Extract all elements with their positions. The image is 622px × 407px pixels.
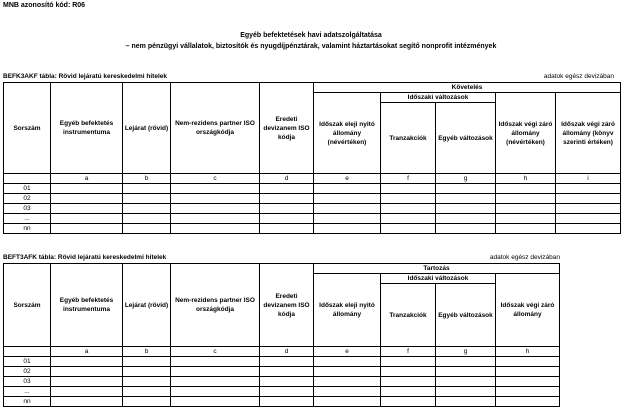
t1-col-devizanem: Eredeti devizanem ISO kódja xyxy=(260,83,314,174)
table-cell[interactable] xyxy=(556,224,621,234)
table1 xyxy=(3,82,621,234)
table-row xyxy=(4,214,621,224)
t1-sub-header: Időszaki változások xyxy=(381,93,496,103)
table-cell[interactable] xyxy=(436,377,496,387)
table-cell[interactable] xyxy=(171,214,260,224)
table-cell[interactable] xyxy=(171,184,260,194)
table-cell[interactable] xyxy=(436,224,496,234)
table-cell[interactable] xyxy=(314,367,381,377)
table-cell[interactable] xyxy=(314,377,381,387)
table-row xyxy=(4,387,560,397)
t2-col-partner: Nem-rezidens partner ISO országkódja xyxy=(171,264,260,347)
table-cell[interactable] xyxy=(171,357,260,367)
t2-row-number: 02 xyxy=(4,367,51,377)
table-cell[interactable] xyxy=(436,397,496,407)
table2-caption: BEFT3AFK tábla: Rövid lejáratú kereskedelmi hitelek xyxy=(3,254,167,261)
table-cell[interactable] xyxy=(496,194,556,204)
t2-letter: d xyxy=(260,347,314,357)
t1-col-nyito: Időszak eleji nyitó állomány (névértéken) xyxy=(314,93,381,174)
t1-letter: c xyxy=(171,174,260,184)
table-cell[interactable] xyxy=(314,184,381,194)
t1-col-partner: Nem-rezidens partner ISO országkódja xyxy=(171,83,260,174)
table-cell[interactable] xyxy=(556,214,621,224)
table-cell[interactable] xyxy=(260,357,314,367)
t2-col-lejarat: Lejárat (rövid) xyxy=(123,264,171,347)
table-cell[interactable] xyxy=(496,214,556,224)
table-row xyxy=(4,204,621,214)
t2-row-number: 03 xyxy=(4,377,51,387)
table-cell[interactable] xyxy=(123,224,171,234)
t2-col-sorszam: Sorszám xyxy=(4,264,51,347)
t2-col-devizanem: Eredeti devizanem ISO kódja xyxy=(260,264,314,347)
table-cell[interactable] xyxy=(123,204,171,214)
table-cell[interactable] xyxy=(171,204,260,214)
table-cell[interactable] xyxy=(496,184,556,194)
t1-row-number: 01 xyxy=(4,184,51,194)
table-cell[interactable] xyxy=(51,377,123,387)
table-cell[interactable] xyxy=(556,194,621,204)
table-cell[interactable] xyxy=(381,214,436,224)
table-cell[interactable] xyxy=(260,194,314,204)
table-cell[interactable] xyxy=(496,367,560,377)
table-cell[interactable] xyxy=(51,357,123,367)
t1-letter: a xyxy=(51,174,123,184)
table-cell[interactable] xyxy=(123,184,171,194)
t2-letter: b xyxy=(123,347,171,357)
table-cell[interactable] xyxy=(496,357,560,367)
t2-row-number: 01 xyxy=(4,357,51,367)
table-cell[interactable] xyxy=(436,367,496,377)
table-cell[interactable] xyxy=(314,214,381,224)
t2-letter: e xyxy=(314,347,381,357)
table-cell[interactable] xyxy=(123,387,171,397)
table-cell[interactable] xyxy=(314,224,381,234)
table1-caption: BEFK3AKF tábla: Rövid lejáratú kereskedelmi hitelek xyxy=(3,73,167,80)
document-code: MNB azonosító kód: R06 xyxy=(3,2,86,9)
table-cell[interactable] xyxy=(171,367,260,377)
table-cell[interactable] xyxy=(51,204,123,214)
t1-col-zaro-nevertek: Időszak végi záró állomány (névértéken) xyxy=(496,93,556,174)
t2-letter: g xyxy=(436,347,496,357)
title-line-2: – nem pénzügyi vállalatok, biztosítók és nyugdíjpénztárak, valamint háztartásokat segítő nonprofit intézmények xyxy=(125,43,497,50)
table-cell[interactable] xyxy=(171,194,260,204)
table-cell[interactable] xyxy=(51,194,123,204)
table-cell[interactable] xyxy=(123,397,171,407)
table-cell[interactable] xyxy=(436,214,496,224)
table-cell[interactable] xyxy=(436,357,496,367)
table-cell[interactable] xyxy=(260,214,314,224)
t1-row-number: 02 xyxy=(4,194,51,204)
t2-group-header: Tartozás xyxy=(314,264,560,274)
table-cell[interactable] xyxy=(260,224,314,234)
table-cell[interactable] xyxy=(314,194,381,204)
table-cell[interactable] xyxy=(556,204,621,214)
t2-letter-row xyxy=(4,347,560,357)
table-cell[interactable] xyxy=(381,397,436,407)
table-cell[interactable] xyxy=(381,184,436,194)
t1-group-header: Követelés xyxy=(314,83,621,93)
table-cell[interactable] xyxy=(123,194,171,204)
table-cell[interactable] xyxy=(314,387,381,397)
t1-row-number: 03 xyxy=(4,204,51,214)
table-row xyxy=(4,377,560,387)
title-line-1: Egyéb befektetések havi adatszolgáltatása xyxy=(240,32,382,39)
t2-col-nyito: Időszak eleji nyitó állomány xyxy=(314,274,381,347)
table-cell[interactable] xyxy=(381,387,436,397)
table-cell[interactable] xyxy=(260,387,314,397)
table-cell[interactable] xyxy=(381,357,436,367)
t2-sub-header: Időszaki változások xyxy=(381,274,496,284)
table-cell[interactable] xyxy=(496,377,560,387)
t2-letter: a xyxy=(51,347,123,357)
table-cell[interactable] xyxy=(381,204,436,214)
table-row xyxy=(4,224,621,234)
table-cell[interactable] xyxy=(171,224,260,234)
table-cell[interactable] xyxy=(260,377,314,387)
table-cell[interactable] xyxy=(171,377,260,387)
table-cell[interactable] xyxy=(260,184,314,194)
table-row xyxy=(4,397,560,407)
t1-row-number: nn xyxy=(4,224,51,234)
document-title xyxy=(0,30,622,52)
table-cell[interactable] xyxy=(496,204,556,214)
table-cell[interactable] xyxy=(123,377,171,387)
table-cell[interactable] xyxy=(314,357,381,367)
t1-col-instrumentum: Egyéb befektetés instrumentuma xyxy=(51,83,123,174)
t2-col-zaro: Időszak végi záró állomány xyxy=(496,274,560,347)
t1-letter: d xyxy=(260,174,314,184)
table-row xyxy=(4,194,621,204)
table-cell[interactable] xyxy=(51,387,123,397)
t1-col-lejarat: Lejárat (rövid) xyxy=(123,83,171,174)
table-cell[interactable] xyxy=(381,377,436,387)
table-cell[interactable] xyxy=(436,204,496,214)
table1-unit-note: adatok egész devizában xyxy=(543,73,614,80)
table-cell[interactable] xyxy=(496,387,560,397)
t2-row-number: nn xyxy=(4,397,51,407)
table-cell[interactable] xyxy=(171,397,260,407)
t1-col-zaro-konyv: Időszak végi záró állomány (könyv szerinti értéken) xyxy=(556,93,621,174)
t1-col-sorszam: Sorszám xyxy=(4,83,51,174)
table-row xyxy=(4,184,621,194)
table-cell[interactable] xyxy=(496,224,556,234)
table-row xyxy=(4,357,560,367)
table-cell[interactable] xyxy=(123,214,171,224)
t1-letter: i xyxy=(556,174,621,184)
t2-col-tranzakciok: Tranzakciók xyxy=(381,284,436,347)
table-cell[interactable] xyxy=(314,397,381,407)
table-cell[interactable] xyxy=(123,357,171,367)
table-cell[interactable] xyxy=(314,204,381,214)
table-cell[interactable] xyxy=(381,224,436,234)
t1-letter: e xyxy=(314,174,381,184)
t1-letter: h xyxy=(496,174,556,184)
table-cell[interactable] xyxy=(51,184,123,194)
t1-letter: f xyxy=(381,174,436,184)
table-cell[interactable] xyxy=(556,184,621,194)
table-cell[interactable] xyxy=(381,367,436,377)
t1-letter: b xyxy=(123,174,171,184)
t2-letter-blank xyxy=(4,347,51,357)
t2-col-egyeb-valtozasok: Egyéb változások xyxy=(436,284,496,347)
t2-col-instrumentum: Egyéb befektetés instrumentuma xyxy=(51,264,123,347)
table-cell[interactable] xyxy=(260,367,314,377)
table-cell[interactable] xyxy=(51,214,123,224)
t1-row-number: ... xyxy=(4,214,51,224)
t1-letter: g xyxy=(436,174,496,184)
table-cell[interactable] xyxy=(51,397,123,407)
table-cell[interactable] xyxy=(436,194,496,204)
t2-letter: h xyxy=(496,347,560,357)
table-cell[interactable] xyxy=(436,184,496,194)
table-row xyxy=(4,367,560,377)
t1-letter-blank xyxy=(4,174,51,184)
table-cell[interactable] xyxy=(123,367,171,377)
table2-unit-note: adatok egész devizában xyxy=(489,254,560,261)
table-cell[interactable] xyxy=(51,224,123,234)
t1-col-tranzakciok: Tranzakciók xyxy=(381,103,436,174)
t2-row-number: ... xyxy=(4,387,51,397)
table-cell[interactable] xyxy=(496,397,560,407)
table-cell[interactable] xyxy=(171,387,260,397)
table-cell[interactable] xyxy=(260,204,314,214)
table-cell[interactable] xyxy=(260,397,314,407)
table-cell[interactable] xyxy=(51,367,123,377)
t2-letter: f xyxy=(381,347,436,357)
table2 xyxy=(3,263,560,407)
table-cell[interactable] xyxy=(381,194,436,204)
t1-col-egyeb-valtozasok: Egyéb változások xyxy=(436,103,496,174)
t2-letter: c xyxy=(171,347,260,357)
table-cell[interactable] xyxy=(436,387,496,397)
t1-letter-row xyxy=(4,174,621,184)
